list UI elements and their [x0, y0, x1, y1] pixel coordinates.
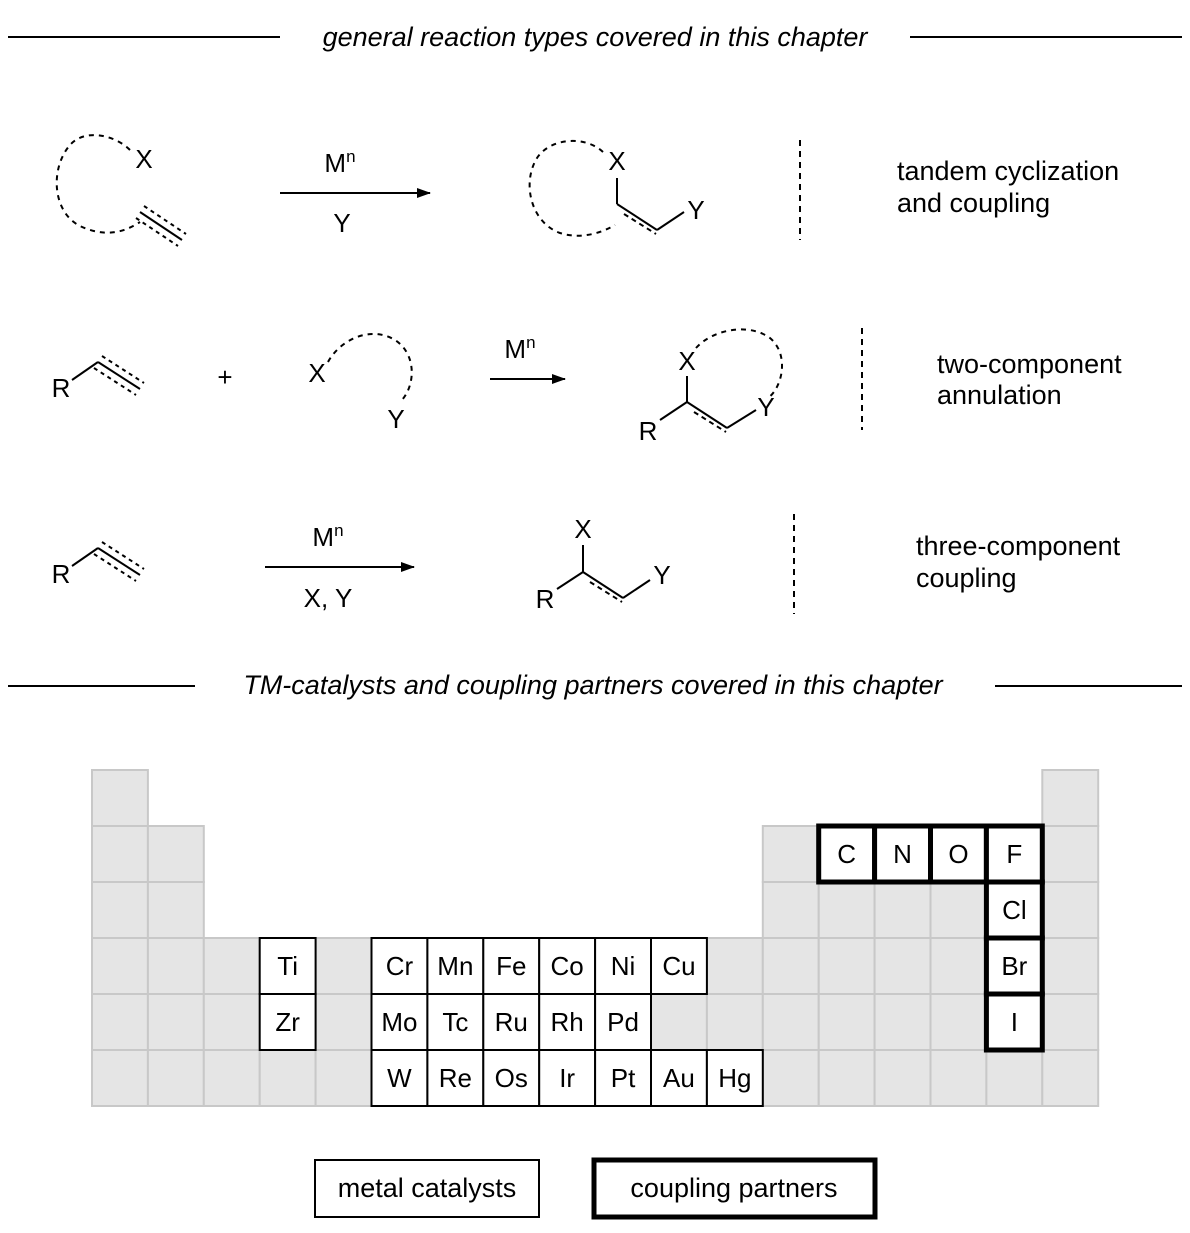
atom-x: X	[135, 144, 153, 174]
pt-cell	[1042, 882, 1098, 938]
reaction-arrow-1	[280, 147, 430, 238]
element-tc: Tc	[442, 1007, 469, 1037]
product-atom-y: Y	[687, 195, 705, 225]
element-fe: Fe	[496, 951, 527, 981]
reaction-row-2	[52, 328, 1122, 446]
pt-cell	[1042, 826, 1098, 882]
reaction-arrow-3	[265, 521, 414, 613]
element-au: Au	[663, 1063, 695, 1093]
header-reaction-types: general reaction types covered in this chapter	[322, 22, 868, 52]
reaction-arrow-2	[490, 333, 565, 379]
element-cl: Cl	[1002, 895, 1027, 925]
element-ni: Ni	[610, 951, 636, 981]
product-atom-r: R	[638, 416, 658, 446]
element-ru: Ru	[494, 1007, 528, 1037]
reactant-3-alkyne	[52, 542, 144, 589]
description-line-2: annulation	[937, 380, 1062, 410]
element-cu: Cu	[662, 951, 696, 981]
atom-r: R	[51, 559, 71, 589]
element-re: Re	[438, 1063, 472, 1093]
pt-cell	[316, 1050, 372, 1106]
pt-cell	[92, 994, 148, 1050]
pt-cell	[148, 826, 204, 882]
pt-cell	[148, 994, 204, 1050]
element-ir: Ir	[559, 1063, 576, 1093]
pt-cell	[931, 938, 987, 994]
product-atom-x: X	[574, 514, 592, 544]
element-n: N	[893, 839, 912, 869]
element-mn: Mn	[437, 951, 474, 981]
element-f: F	[1006, 839, 1023, 869]
pt-cell	[316, 994, 372, 1050]
pt-cell	[931, 994, 987, 1050]
pt-cell	[316, 938, 372, 994]
reagent-label: X, Y	[303, 583, 353, 613]
partner-atom-x: X	[308, 358, 326, 388]
pt-cell	[148, 1050, 204, 1106]
pt-cell	[819, 994, 875, 1050]
legend-coupling-partners: coupling partners	[630, 1173, 838, 1203]
pt-cell	[1042, 938, 1098, 994]
element-hg: Hg	[718, 1063, 752, 1093]
pt-cell	[1042, 994, 1098, 1050]
element-rh: Rh	[550, 1007, 584, 1037]
element-os: Os	[494, 1063, 528, 1093]
element-i: I	[1010, 1007, 1018, 1037]
plus-sign: +	[217, 362, 233, 392]
description-line-2: coupling	[916, 563, 1017, 593]
product-3	[536, 514, 671, 614]
pt-cell	[931, 882, 987, 938]
catalyst-label: $M^n$	[504, 333, 536, 364]
pt-cell	[763, 994, 819, 1050]
legend-metal-catalysts: metal catalysts	[337, 1173, 517, 1203]
pt-cell	[707, 938, 763, 994]
reaction-row-3	[52, 514, 1121, 614]
element-pd: Pd	[607, 1007, 639, 1037]
pt-cell	[92, 770, 148, 826]
element-co: Co	[550, 951, 584, 981]
pt-cell	[707, 994, 763, 1050]
product-atom-y: Y	[757, 392, 775, 422]
description-line-2: and coupling	[897, 188, 1051, 218]
reactant-2-alkyne	[52, 356, 144, 403]
pt-cell	[875, 1050, 931, 1106]
pt-cell	[1042, 1050, 1098, 1106]
element-pt: Pt	[610, 1063, 636, 1093]
reactant-2-partner	[308, 334, 411, 434]
catalyst-label: $M^n$	[324, 147, 356, 178]
product-atom-x: X	[608, 146, 626, 176]
description-line-1: tandem cyclization	[897, 156, 1120, 186]
pt-cell	[204, 994, 260, 1050]
product-2	[639, 329, 782, 446]
element-ti: Ti	[277, 951, 299, 981]
element-w: W	[387, 1063, 412, 1093]
pt-cell	[1042, 770, 1098, 826]
catalyst-label: $M^n$	[312, 521, 344, 552]
periodic-table	[92, 770, 1098, 1106]
reagent-label: Y	[333, 208, 351, 238]
pt-cell	[92, 882, 148, 938]
section-header-reactions	[8, 22, 1182, 52]
pt-cell	[875, 882, 931, 938]
header-tm-catalysts: TM-catalysts and coupling partners covered in this chapter	[243, 670, 943, 700]
element-br: Br	[1001, 951, 1028, 981]
product-atom-y: Y	[653, 560, 671, 590]
element-mo: Mo	[381, 1007, 418, 1037]
description-line-1: three-component	[916, 531, 1121, 561]
legend	[315, 1160, 875, 1217]
element-cr: Cr	[385, 951, 414, 981]
atom-r: R	[51, 373, 71, 403]
pt-cell	[819, 938, 875, 994]
pt-cell	[763, 882, 819, 938]
pt-cell	[875, 938, 931, 994]
partner-atom-y: Y	[387, 404, 405, 434]
pt-cell	[204, 1050, 260, 1106]
product-atom-x: X	[678, 346, 696, 376]
pt-cell	[148, 938, 204, 994]
element-o: O	[948, 839, 969, 869]
pt-cell	[651, 994, 707, 1050]
pt-cell	[260, 1050, 316, 1106]
pt-cell	[763, 826, 819, 882]
pt-cell	[875, 994, 931, 1050]
pt-cell	[986, 1050, 1042, 1106]
pt-cell	[763, 1050, 819, 1106]
product-atom-r: R	[535, 584, 555, 614]
pt-cell	[148, 882, 204, 938]
element-c: C	[837, 839, 857, 869]
pt-cell	[92, 938, 148, 994]
pt-cell	[819, 882, 875, 938]
pt-cell	[92, 826, 148, 882]
product-1	[530, 141, 705, 236]
description-line-1: two-component	[937, 349, 1122, 379]
pt-cell	[763, 938, 819, 994]
reaction-row-1	[57, 135, 1119, 246]
element-zr: Zr	[275, 1007, 300, 1037]
section-header-catalysts	[8, 670, 1182, 700]
reactant-1	[57, 135, 186, 246]
pt-cell	[931, 1050, 987, 1106]
pt-cell	[204, 938, 260, 994]
pt-cell	[819, 1050, 875, 1106]
pt-cell	[92, 1050, 148, 1106]
